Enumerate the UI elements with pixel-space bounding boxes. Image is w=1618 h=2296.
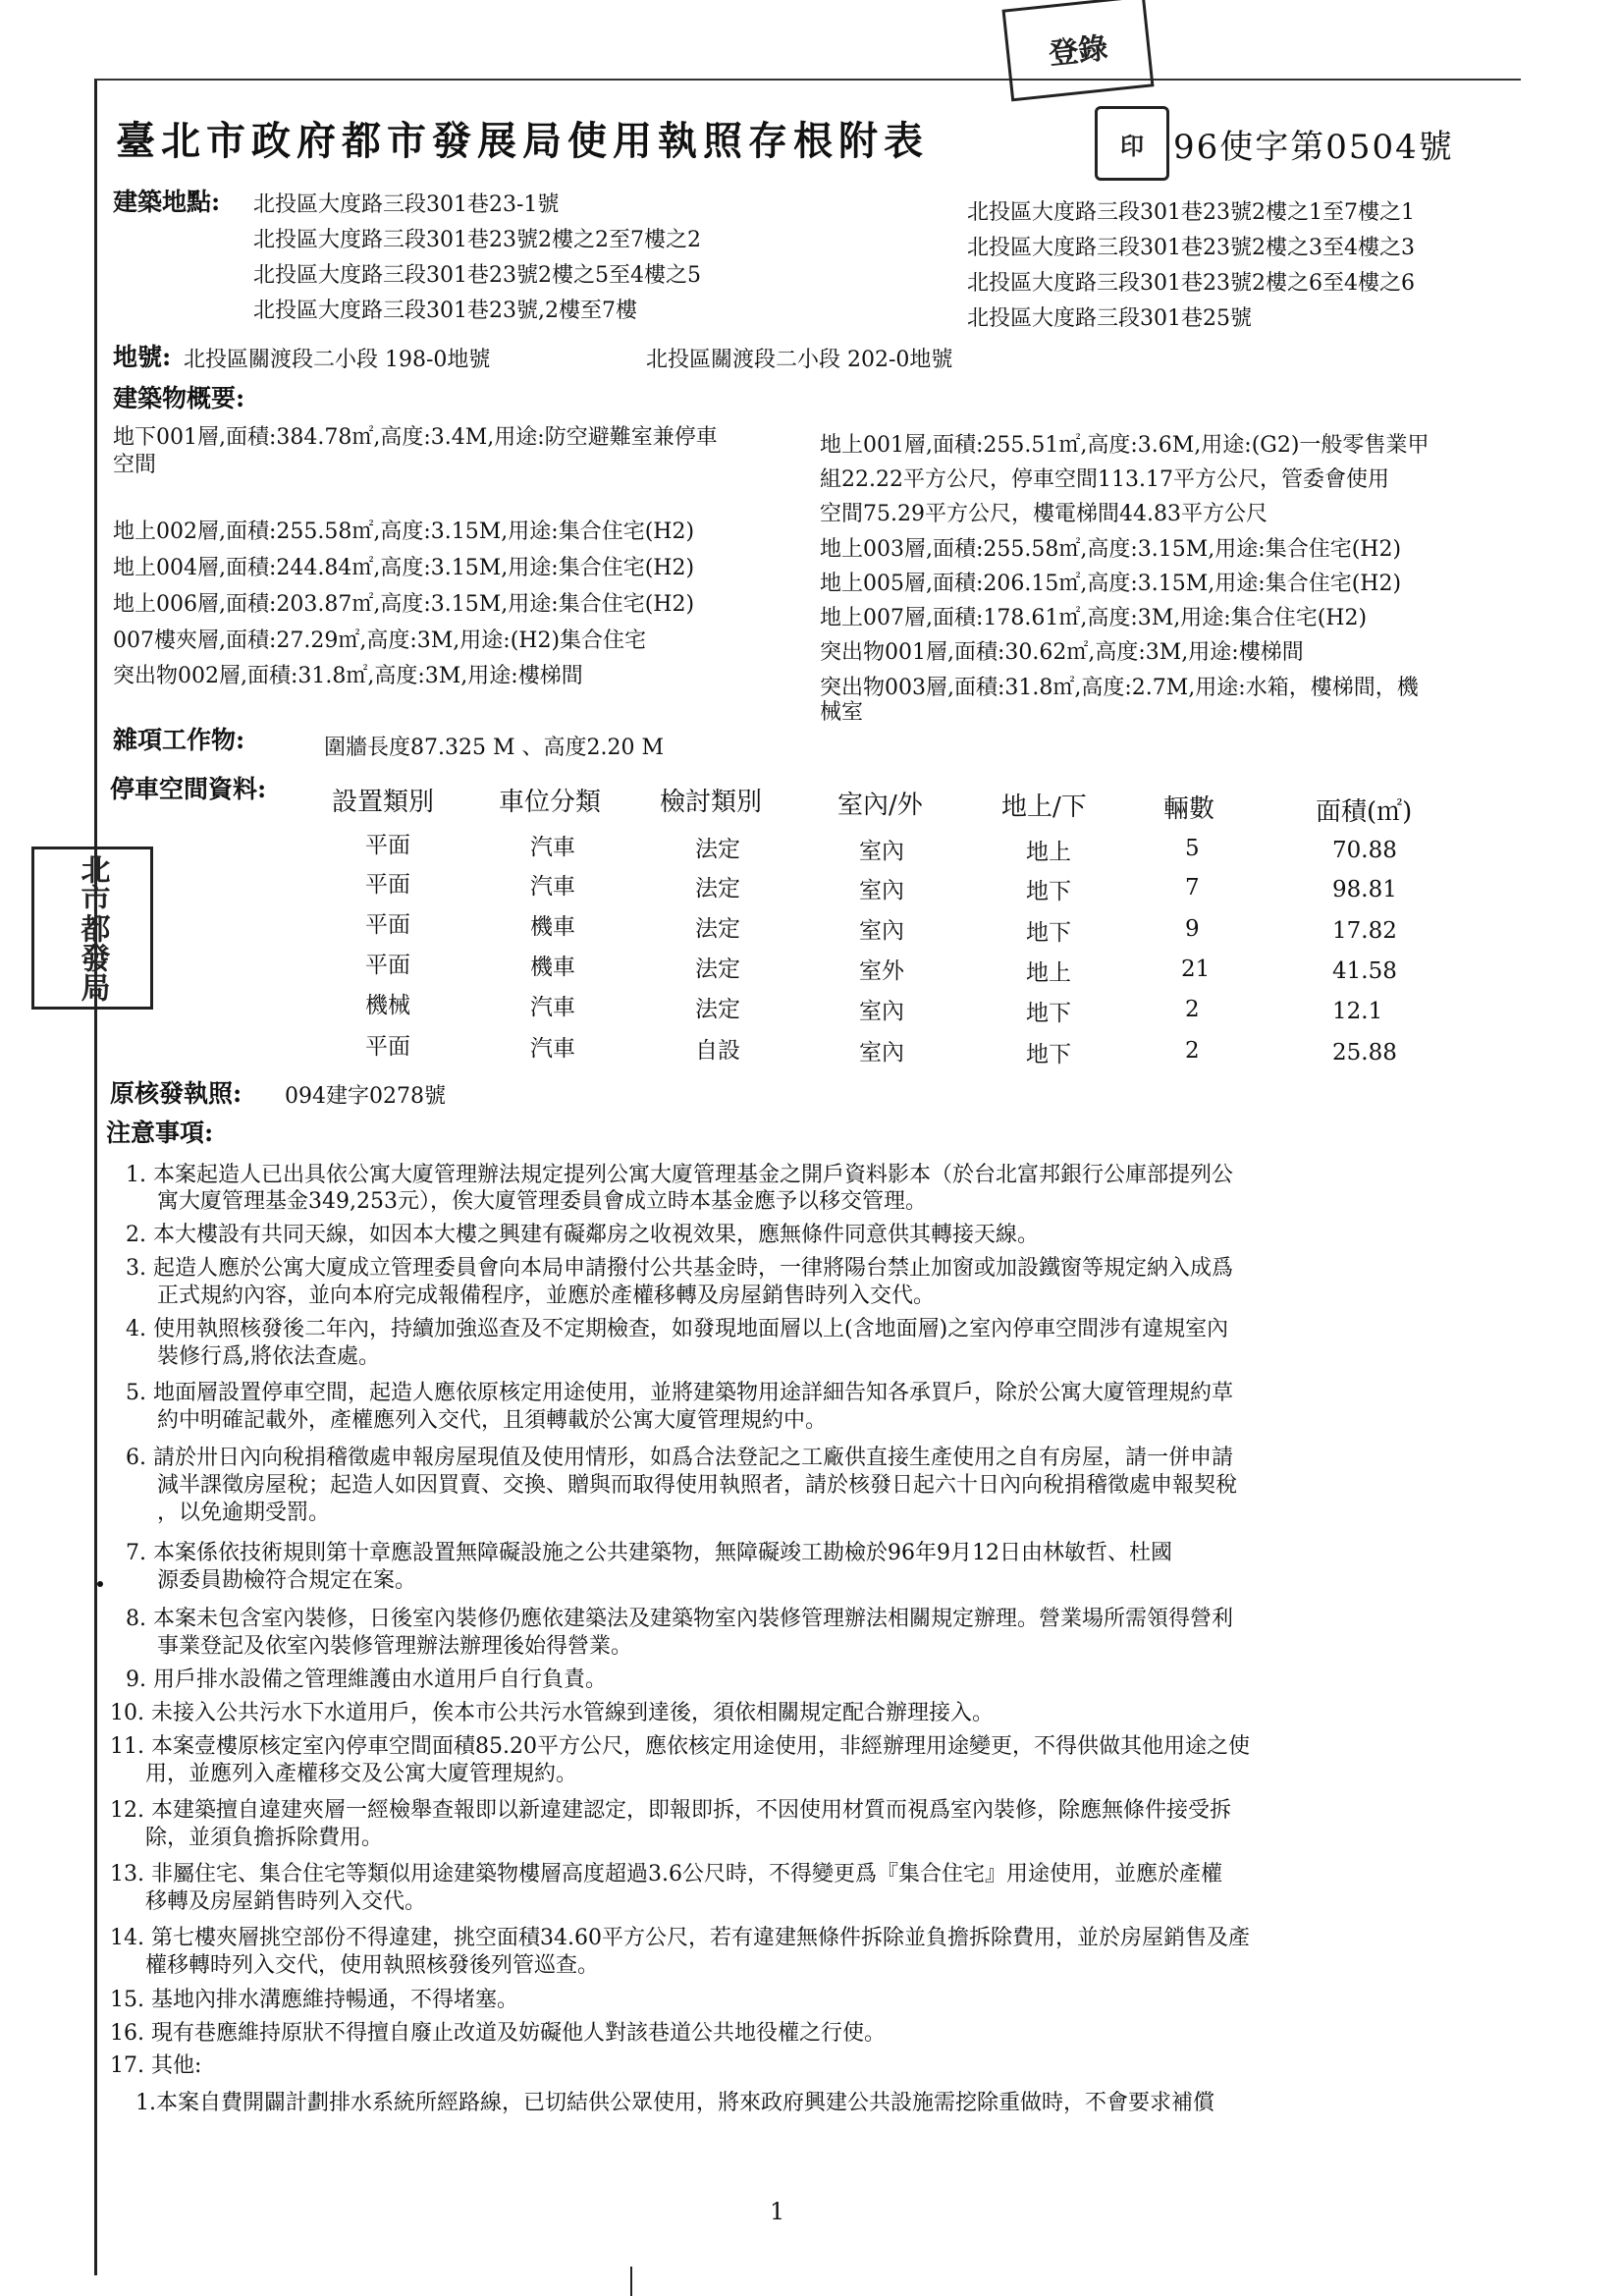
floor-entry: 地上002層,面積:255.58㎡,高度:3.15M,用途:集合住宅(H2): [113, 519, 695, 544]
site-address: 北投區大度路三段301巷23號2樓之6至4樓之6: [967, 271, 1415, 296]
note-line: 裝修行爲,將依法查處。: [157, 1344, 380, 1369]
parking-cell: 法定: [695, 876, 740, 902]
parking-header: 輛數: [1163, 794, 1215, 824]
note-line: 11. 本案壹樓原核定室內停車空間面積85.20平方公尺，應依核定用途使用，非經辦理用途變更，不得供做其他用途之使: [110, 1734, 1250, 1759]
note-line: ，以免逾期受罰。: [157, 1501, 331, 1525]
note-line: 15. 基地內排水溝應維持暢通，不得堵塞。: [110, 1988, 518, 2012]
parking-cell: 5: [1185, 836, 1200, 861]
note-line: 17. 其他:: [110, 2053, 202, 2078]
parking-cell: 法定: [695, 997, 740, 1022]
floor-entry: 地上004層,面積:244.84㎡,高度:3.15M,用途:集合住宅(H2): [113, 556, 695, 580]
parking-cell: 70.88: [1332, 838, 1397, 863]
document-title: 臺北市政府都市發展局使用執照存根附表: [116, 118, 929, 164]
parking-cell: 室內: [859, 999, 904, 1024]
parking-cell: 25.88: [1332, 1040, 1397, 1066]
site-address: 北投區大度路三段301巷23號2樓之1至7樓之1: [967, 200, 1415, 225]
margin-mark: [97, 1581, 103, 1587]
misc-works-value: 圍牆長度87.325 M 、高度2.20 M: [324, 736, 664, 760]
parking-cell: 汽車: [530, 835, 575, 860]
parking-cell: 室內: [859, 1040, 904, 1066]
parking-cell: 平面: [365, 833, 410, 858]
note-line: 6. 請於卅日內向稅捐稽徵處申報房屋現值及使用情形，如爲合法登記之工廠供直接生產使用之自有房屋，請一併申請: [126, 1446, 1233, 1470]
parking-cell: 41.58: [1332, 958, 1397, 984]
agency-seal-stamp: 北市都發局: [31, 847, 153, 1010]
parking-cell: 自設: [695, 1038, 740, 1064]
site-address: 北投區大度路三段301巷23號,2樓至7樓: [253, 299, 637, 323]
original-permit-value: 094建字0278號: [285, 1084, 446, 1109]
site-address: 北投區大度路三段301巷23-1號: [253, 192, 560, 217]
note-line: 3. 起造人應於公寓大廈成立管理委員會向本局申請撥付公共基金時，一律將陽台禁止加窗或加設鐵窗等規定納入成爲: [126, 1256, 1233, 1281]
parking-cell: 汽車: [530, 1036, 575, 1062]
floor-entry: 地下001層,面積:384.78㎡,高度:3.4M,用途:防空避難室兼停車: [113, 425, 718, 450]
note-line: 4. 使用執照核發後二年內，持續加強巡查及不定期檢查，如發現地面層以上(含地面層)之室內停車空間涉有違規室內: [126, 1317, 1229, 1341]
floor-entry: 突出物002層,面積:31.8㎡,高度:3M,用途:樓梯間: [113, 664, 583, 688]
parking-cell: 2: [1185, 1038, 1200, 1064]
site-address: 北投區大度路三段301巷23號2樓之2至7樓之2: [253, 228, 701, 252]
note-line: 源委員勘檢符合規定在案。: [157, 1568, 417, 1593]
parking-cell: 地上: [1026, 840, 1071, 865]
note-line: 8. 本案未包含室內裝修，日後室內裝修仍應依建築法及建築物室內裝修管理辦法相關規定辦理。營業場所需領得營利: [126, 1607, 1233, 1631]
note-line: 正式規約內容，並向本府完成報備程序，並應於產權移轉及房屋銷售時列入交代。: [157, 1284, 936, 1308]
page-number: 1: [770, 2198, 785, 2225]
floor-entry: 地上001層,面積:255.51㎡,高度:3.6M,用途:(G2)一般零售業甲: [820, 433, 1429, 458]
site-address: 北投區大度路三段301巷25號: [967, 306, 1252, 331]
lot-number: 北投區關渡段二小段 198-0地號: [184, 348, 491, 372]
parking-header: 車位分類: [499, 788, 602, 817]
misc-works-label: 雜項工作物:: [113, 726, 245, 754]
floor-entry: 組22.22平方公尺，停車空間113.17平方公尺，管委會使用: [820, 467, 1389, 492]
note-line: 除，並須負擔拆除費用。: [145, 1826, 384, 1850]
floor-entry: 空間75.29平方公尺，樓電梯間44.83平方公尺: [820, 502, 1267, 526]
notes-label: 注意事項:: [106, 1119, 214, 1147]
parking-cell: 地下: [1026, 920, 1071, 946]
lot-label: 地號:: [113, 343, 172, 371]
original-permit-label: 原核發執照:: [110, 1079, 243, 1108]
parking-cell: 2: [1185, 997, 1200, 1022]
lot-number: 北投區關渡段二小段 202-0地號: [646, 348, 953, 372]
note-line: 9. 用戶排水設備之管理維護由水道用戶自行負責。: [126, 1667, 607, 1692]
parking-cell: 室內: [859, 918, 904, 944]
note-line: 寓大廈管理基金349,253元），俟大廈管理委員會成立時本基金應予以移交管理。: [157, 1189, 927, 1214]
parking-cell: 機車: [530, 914, 575, 940]
parking-header: 檢討類別: [660, 788, 763, 817]
floor-entry: 地上003層,面積:255.58㎡,高度:3.15M,用途:集合住宅(H2): [820, 537, 1402, 562]
registration-stamp: 登錄: [1001, 0, 1154, 101]
parking-cell: 98.81: [1332, 877, 1397, 902]
floor-entry: 地上007層,面積:178.61㎡,高度:3M,用途:集合住宅(H2): [820, 606, 1368, 630]
parking-cell: 法定: [695, 957, 740, 982]
parking-cell: 9: [1185, 916, 1200, 942]
parking-header: 室內/外: [837, 791, 923, 820]
note-line: 1.本案自費開闢計劃排水系統所經路線，已切結供公眾使用，將來政府興建公共設施需挖除重做時，不會要求補償: [135, 2091, 1214, 2115]
parking-cell: 7: [1185, 875, 1200, 901]
parking-cell: 汽車: [530, 874, 575, 900]
note-line: 7. 本案係依技術規則第十章應設置無障礙設施之公共建築物，無障礙竣工勘檢於96年9月12日由林敏哲、杜國: [126, 1541, 1172, 1565]
parking-cell: 室內: [859, 878, 904, 903]
note-line: 14. 第七樓夾層挑空部份不得違建，挑空面積34.60平方公尺，若有違建無條件拆除並負擔拆除費用，並於房屋銷售及產: [110, 1926, 1250, 1950]
note-line: 約中明確記載外，產權應列入交代，且須轉載於公寓大廈管理規約中。: [157, 1408, 828, 1433]
floor-entry: 突出物003層,面積:31.8㎡,高度:2.7M,用途:水箱，樓梯間，機: [820, 676, 1419, 700]
note-line: 5. 地面層設置停車空間，起造人應依原核定用途使用，並將建築物用途詳細告知各承買戶，除於公寓大廈管理規約草: [126, 1381, 1233, 1405]
parking-header: 地上/下: [1001, 793, 1087, 822]
note-line: 權移轉時列入交代，使用執照核發後列管巡查。: [145, 1953, 600, 1978]
parking-cell: 室外: [859, 958, 904, 984]
parking-cell: 地下: [1026, 1042, 1071, 1067]
note-line: 13. 非屬住宅、集合住宅等類似用途建築物樓層高度超過3.6公尺時，不得變更爲『集合住宅』用途使用，並應於產權: [110, 1862, 1222, 1886]
parking-header: 設置類別: [332, 788, 435, 817]
note-line: 10. 未接入公共污水下水道用戶，俟本市公共污水管線到達後，須依相關規定配合辦理接入。: [110, 1701, 994, 1725]
floor-entry: 空間: [113, 453, 157, 477]
site-label: 建築地點:: [113, 188, 221, 216]
parking-cell: 機械: [365, 993, 410, 1018]
parking-cell: 17.82: [1332, 918, 1397, 944]
note-line: 1. 本案起造人已出具依公寓大廈管理辦法規定提列公寓大廈管理基金之開戶資料影本（於台北富邦銀行公庫部提列公: [126, 1163, 1233, 1187]
floor-entry: 械室: [820, 700, 864, 725]
parking-cell: 21: [1181, 957, 1211, 982]
note-line: 用，並應列入產權移交及公寓大廈管理規約。: [145, 1762, 578, 1786]
parking-cell: 地上: [1026, 960, 1071, 986]
floor-entry: 地上005層,面積:206.15㎡,高度:3.15M,用途:集合住宅(H2): [820, 572, 1402, 596]
parking-cell: 平面: [365, 1034, 410, 1060]
parking-cell: 地下: [1026, 1001, 1071, 1026]
building-summary-label: 建築物概要:: [113, 384, 245, 412]
parking-cell: 平面: [365, 872, 410, 898]
parking-label: 停車空間資料:: [110, 775, 267, 803]
parking-header: 面積(㎡): [1316, 797, 1413, 827]
note-line: 12. 本建築擅自違建夾層一經檢舉查報即以新違建認定，即報即拆，不因使用材質而視爲室內裝修，除應無條件接受拆: [110, 1798, 1231, 1823]
note-line: 2. 本大樓設有共同天線，如因本大樓之興建有礙鄰房之收視效果，應無條件同意供其轉接天線。: [126, 1223, 1039, 1247]
parking-cell: 機車: [530, 955, 575, 980]
parking-cell: 法定: [695, 837, 740, 862]
parking-cell: 平面: [365, 912, 410, 938]
floor-entry: 突出物001層,面積:30.62㎡,高度:3M,用途:樓梯間: [820, 640, 1304, 665]
parking-cell: 平面: [365, 953, 410, 978]
parking-cell: 法定: [695, 916, 740, 942]
note-line: 事業登記及依室內裝修管理辦法辦理後始得營業。: [157, 1634, 633, 1659]
floor-entry: 地上006層,面積:203.87㎡,高度:3.15M,用途:集合住宅(H2): [113, 592, 695, 617]
margin-mark: [630, 2267, 632, 2296]
parking-cell: 地下: [1026, 879, 1071, 904]
note-line: 減半課徵房屋稅；起造人如因買賣、交換、贈與而取得使用執照者，請於核發日起六十日內向稅捐稽徵處申報契稅: [157, 1473, 1238, 1498]
parking-cell: 汽車: [530, 995, 575, 1020]
site-address: 北投區大度路三段301巷23號2樓之5至4樓之5: [253, 263, 701, 288]
parking-cell: 室內: [859, 839, 904, 864]
floor-entry: 007樓夾層,面積:27.29㎡,高度:3M,用途:(H2)集合住宅: [113, 629, 647, 653]
title-seal-stamp: 印: [1095, 106, 1169, 181]
parking-cell: 12.1: [1332, 999, 1383, 1024]
site-address: 北投區大度路三段301巷23號2樓之3至4樓之3: [967, 236, 1415, 260]
note-line: 移轉及房屋銷售時列入交代。: [145, 1889, 427, 1914]
permit-number: 96使字第0504號: [1173, 128, 1454, 167]
note-line: 16. 現有巷應維持原狀不得擅自廢止改道及妨礙他人對該巷道公共地役權之行使。: [110, 2021, 886, 2046]
